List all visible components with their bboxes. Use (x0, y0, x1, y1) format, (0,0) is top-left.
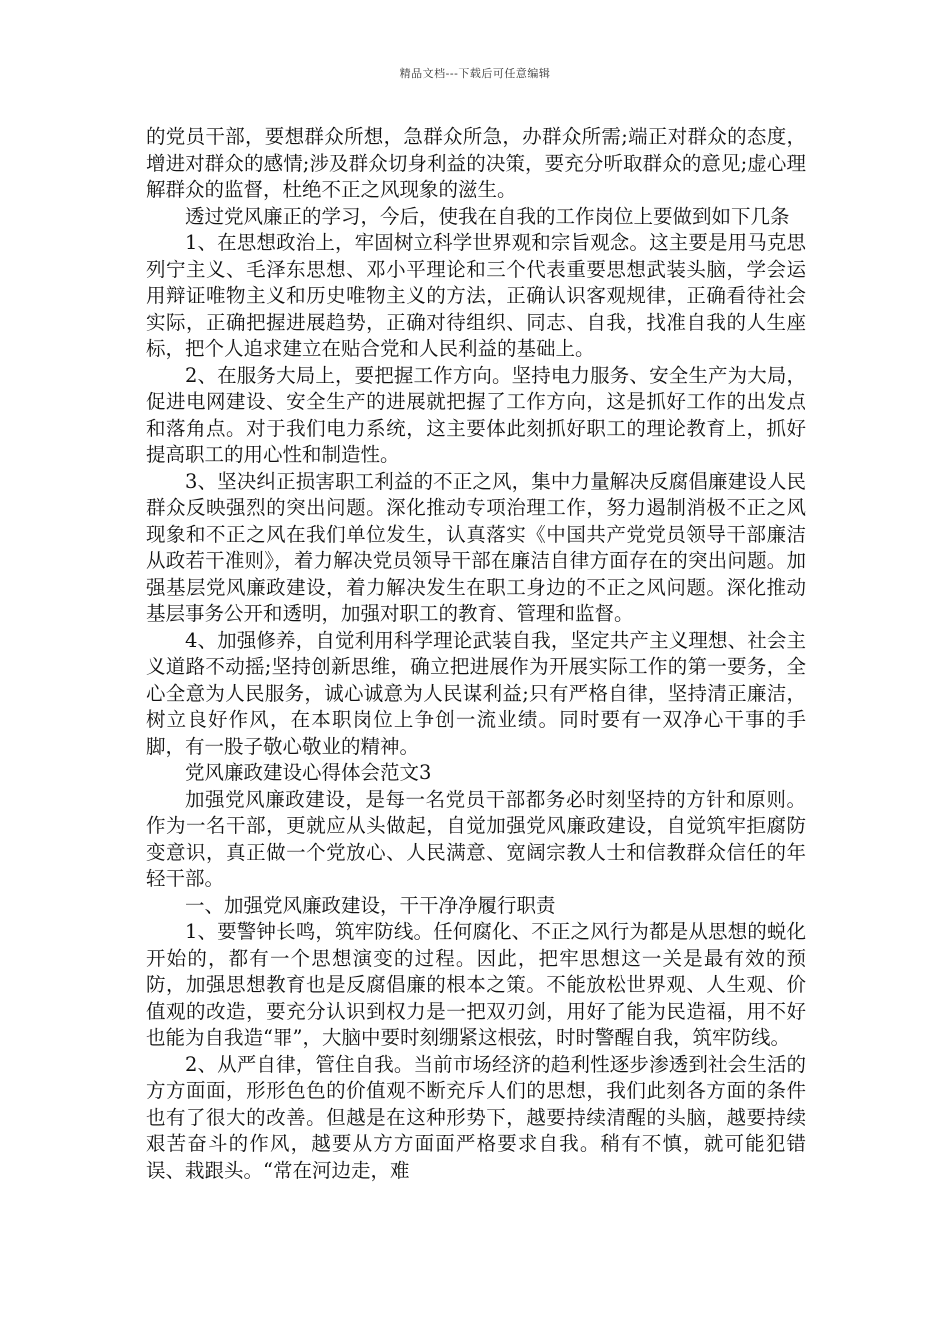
section-title: 党风廉政建设心得体会范文3 (185, 761, 432, 784)
paragraph: 2、从严自律，管住自我。当前市场经济的趋利性逐步渗透到社会生活的方方面面，形形色色的价值观不断充斥人们的思想，我们此刻各方面的条件也有了很大的改善。但越是在这种形势下，越要持续清醒的头脑，越要持续艰苦奋斗的作风，越要从方方面面严格要求自我。稍有不慎，就可能犯错误、栽跟头。“常在河边走，难 (146, 1052, 806, 1182)
document-body (146, 124, 806, 1184)
paragraph: 4、加强修养，自觉利用科学理论武装自我，坚定共产主义理想、社会主义道路不动摇;坚持创新思维，确立把进展作为开展实际工作的第一要务，全心全意为人民服务，诚心诚意为人民谋利益;只有严格自律，坚持清正廉洁，树立良好作风，在本职岗位上争创一流业绩。同时要有一双净心干事的手脚，有一股子敬心敬业的精神。 (146, 628, 806, 758)
paragraph: 透过党风廉正的学习，今后，使我在自我的工作岗位上要做到如下几条 (185, 204, 790, 228)
paragraph: 的党员干部，要想群众所想，急群众所急，办群众所需;端正对群众的态度，增进对群众的感情;涉及群众切身利益的决策，要充分听取群众的意见;虚心理解群众的监督，杜绝不正之风现象的滋生。 (146, 125, 806, 201)
section-heading: 一、加强党风廉政建设，干干净净履行职责 (185, 893, 556, 917)
paragraph: 1、要警钟长鸣，筑牢防线。任何腐化、不正之风行为都是从思想的蜕化开始的，都有一个思想演变的过程。因此，把牢思想这一关是最有效的预防，加强思想教育也是反腐倡廉的根本之策。不能放松世界观、人生观、价值观的改造，要充分认识到权力是一把双刃剑，用好了能为民造福，用不好也能为自我造“罪”，大脑中要时刻绷紧这根弦，时时警醒自我，筑牢防线。 (146, 920, 806, 1049)
paragraph: 2、在服务大局上，要把握工作方向。坚持电力服务、安全生产为大局，促进电网建设、安全生产的进展就把握了工作方向，这是抓好工作的出发点和落角点。对于我们电力系统，这主要体此刻抓好职工的理论教育上，抓好提高职工的用心性和制造性。 (146, 363, 806, 466)
page-header: 精品文档---下载后可任意编辑 (399, 67, 551, 80)
paragraph: 3、坚决纠正损害职工利益的不正之风，集中力量解决反腐倡廉建设人民群众反映强烈的突出问题。深化推动专项治理工作，努力遏制消极不正之风现象和不正之风在我们单位发生，认真落实《中国共产党党员领导干部廉洁从政若干准则》，着力解决党员领导干部在廉洁自律方面存在的突出问题。加强基层党风廉政建设，着力解决发生在职工身边的不正之风问题。深化推动基层事务公开和透明，加强对职工的教育、管理和监督。 (146, 469, 806, 625)
paragraph: 1、在思想政治上，牢固树立科学世界观和宗旨观念。这主要是用马克思列宁主义、毛泽东思想、邓小平理论和三个代表重要思想武装头脑，学会运用辩证唯物主义和历史唯物主义的方法，正确认识客观规律，正确看待社会实际，正确把握进展趋势，正确对待组织、同志、自我，找准自我的人生座标，把个人追求建立在贴合党和人民利益的基础上。 (146, 231, 806, 360)
paragraph: 加强党风廉政建设，是每一名党员干部都务必时刻坚持的方针和原则。作为一名干部，更就应从头做起，自觉加强党风廉政建设，自觉筑牢拒腐防变意识，真正做一个党放心、人民满意、宽阔宗教人士和信教群众信任的年轻干部。 (146, 787, 806, 890)
